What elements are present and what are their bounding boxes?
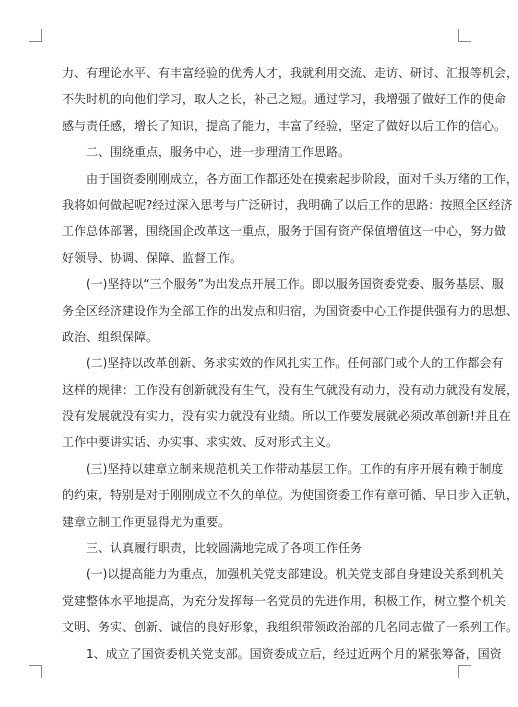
text-line: 感与责任感，增长了知识，提高了能力，丰富了经验，坚定了做好以后工作的信心。: [62, 118, 507, 133]
text-line: 工作中要讲实话、办实事、求实效、反对形式主义。: [62, 435, 339, 450]
text-line: 党建整体水平地提高，为充分发挥每一名党员的先进作用，积极工作，树立整个机关: [62, 593, 507, 608]
text-line: 建章立制工作更显得尤为重要。: [62, 514, 231, 529]
text-line: 1、成立了国资委机关党支部。国资委成立后，经过近两个月的紧张筹备，国资: [86, 646, 502, 661]
text-line: 不失时机的向他们学习，取人之长，补己之短。通过学习，我增强了做好工作的使命: [62, 92, 507, 107]
text-line: 没有发展就没有实力，没有实力就没有业绩。所以工作要发展就必须改革创新!并且在: [62, 409, 511, 424]
text-line: (一)坚持以“三个服务”为出发点开展工作。即以服务国资委党委、服务基层、服: [86, 277, 504, 292]
text-line: (三)坚持以建章立制来规范机关工作带动基层工作。工作的有序开展有赖于制度: [86, 461, 504, 476]
text-line: 由于国资委刚刚成立，各方面工作都还处在摸索起步阶段，面对千头万绪的工作，: [86, 171, 518, 186]
corner-crop-mark-top-right: [458, 29, 471, 42]
text-line: 工作总体部署，围绕国企改革这一重点，服务于国有资产保值增值这一中心，努力做: [62, 224, 507, 239]
corner-crop-mark-bottom-right: [458, 665, 471, 678]
corner-crop-mark-bottom-left: [29, 665, 42, 678]
corner-crop-mark-top-left: [29, 29, 42, 42]
text-line: 政治、组织保障。: [62, 329, 159, 344]
text-line: 三、认真履行职责，比较圆满地完成了各项工作任务: [86, 541, 363, 556]
text-line: 的约束，特别是对于刚刚成立不久的单位。为使国资委工作有章可循、早日步入正轨，: [62, 488, 518, 503]
text-line: 文明、务实、创新、诚信的良好形象，我组织带领政治部的几名同志做了一系列工作。: [62, 620, 518, 635]
text-line: 我将如何做起呢?经过深入思考与广泛研讨，我明确了以后工作的思路：按照全区经济: [62, 197, 513, 212]
text-line: 这样的规律：工作没有创新就没有生气，没有生气就没有动力，没有动力就没有发展，: [62, 382, 518, 397]
text-line: 二、围绕重点，服务中心，进一步理清工作思路。: [86, 145, 351, 160]
text-line: (一)以提高能力为重点，加强机关党支部建设。机关党支部自身建设关系到机关: [86, 567, 504, 582]
text-line: 务全区经济建设作为全部工作的出发点和归宿，为国资委中心工作提供强有力的思想、: [62, 303, 518, 318]
text-line: 力、有理论水平、有丰富经验的优秀人才，我就利用交流、走访、研讨、汇报等机会，: [62, 66, 518, 80]
text-line: (二)坚持以改革创新、务求实效的作风扎实工作。任何部门或个人的工作都会有: [86, 356, 504, 371]
document-body: [62, 66, 518, 674]
text-line: 好领导、协调、保障、监督工作。: [62, 250, 243, 265]
